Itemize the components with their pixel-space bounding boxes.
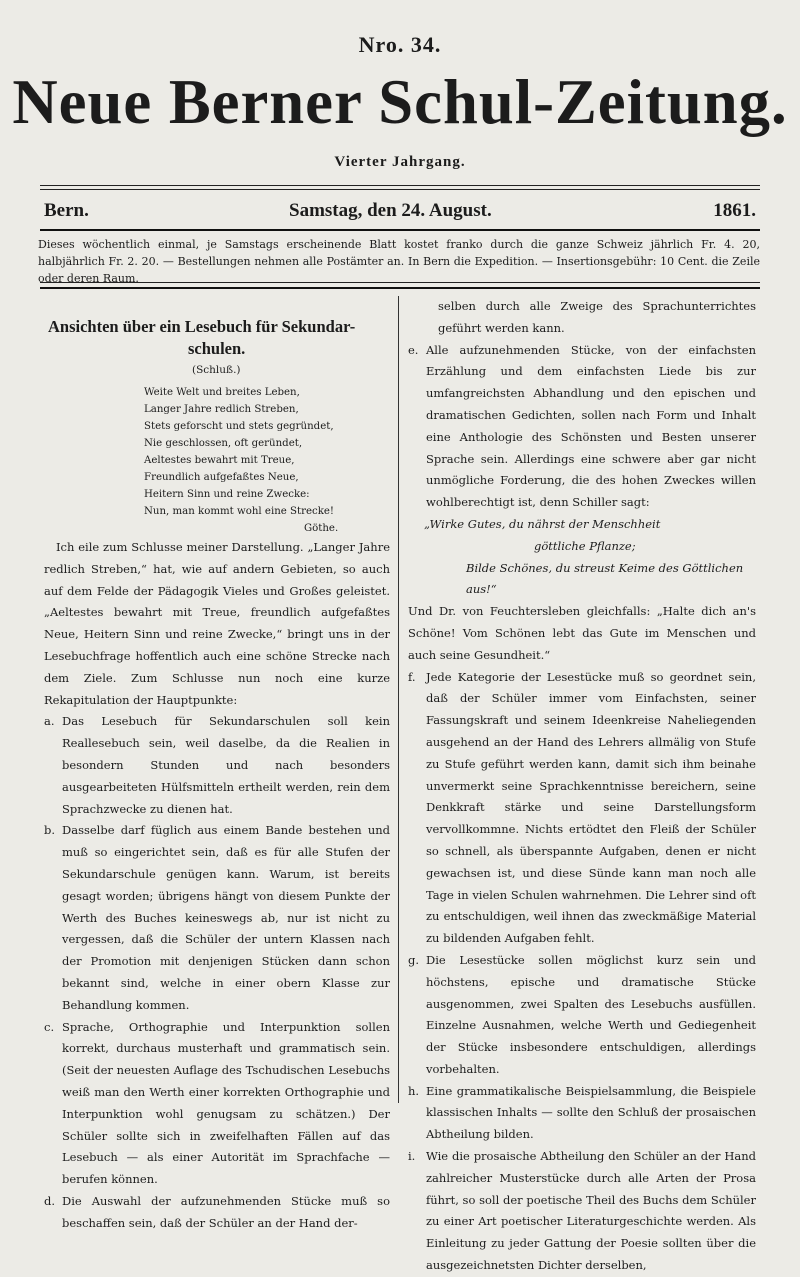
list-item [408, 1081, 756, 1146]
poem-line: Aeltestes bewahrt mit Treue, [144, 455, 295, 466]
masthead-title: Neue Berner Schul-Zeitung. [12, 66, 788, 137]
quote-line: göttliche Pflanze; [534, 538, 636, 553]
continued-text: selben durch alle Zweige des Sprachunterrichtes geführt werden kann. [438, 299, 756, 335]
quote-line: „Wirke Gutes, du nährst der Menschheit [424, 516, 661, 531]
list-item [408, 667, 756, 950]
item-text: Jede Kategorie der Lesestücke muß so geordnet sein, daß der Schüler immer vom Einfachsten, seiner Fassungskraft und seinem Ideenkreise Naheliegenden ausgehend an der Hand des Lehrers allmälig von Stufe zu Stufe geführt werden kann, damit sich ihm beinahe unvermerkt seine Sprachkenntnisse bereichern, seine Denkkraft stärke und seine Darstellungsform vervollkommne. Nichts ertödtet den Fleiß der Schüler so schnell, als überspannte Aufgaben, denen er nicht gewachsen ist, und diese Sünde kann man noch alle Tage in vielen Schulen wahrnehmen. Die Lehrer sind oft zu entschuldigen, weil ihnen das zweckmäßige Material zu bildenden Aufgaben fehlt. [426, 669, 756, 946]
subscription-notice: Dieses wöchentlich einmal, je Samstags erscheinende Blatt kostet franko durch die ganze Schweiz jährlich Fr. 4. 20, halbjährlich Fr. 2. 20. — Bestellungen nehmen alle Postämter an. In Bern die Expedition. — Insertionsgebühr: 10 Cent. die Zeile oder deren Raum. [38, 238, 760, 285]
list-item [44, 820, 390, 1016]
poem-line: Heitern Sinn und reine Zwecke: [144, 489, 310, 500]
list-item [408, 340, 756, 514]
poem-line: Weite Welt und breites Leben, [144, 387, 300, 398]
feuchtersleben-quote: Und Dr. von Feuchtersleben gleichfalls: „Halte dich an's Schöne! Vom Schönen lebt das Gute im Menschen und auch seine Gesundheit.“ [408, 604, 756, 662]
intro-paragraph: Ich eile zum Schlusse meiner Darstellung. „Langer Jahre redlich Streben,“ hat, wie auf andern Gebieten, so auch auf dem Felde der Pädagogik Vieles und Großes geleistet. „Aeltestes bewahrt mit Treue, freundlich aufgefaßtes Neue, Heitern Sinn und reine Zwecke,“ bringt uns in der Lesebuchfrage hoffentlich auch eine schöne Strecke nach dem Ziele. Zum Schlusse nun noch eine kurze Rekapitulation der Hauptpunkte: [44, 540, 390, 707]
item-label: f. [408, 669, 416, 684]
list-item [408, 950, 756, 1081]
poem-line: Freundlich aufgefaßtes Neue, [144, 472, 299, 483]
dateline-rule [40, 229, 760, 231]
column-divider [398, 296, 399, 1103]
header-rule-top [40, 185, 760, 186]
item-label: g. [408, 952, 420, 967]
article-headline [44, 316, 390, 360]
item-label: b. [44, 823, 56, 838]
issue-date: Samstag, den 24. August. [289, 200, 492, 221]
item-text: Eine grammatikalische Beispielsammlung, die Beispiele klassischen Inhalts — sollte den Schluß der prosaischen Abtheilung bilden. [426, 1083, 756, 1142]
list-item [408, 1146, 756, 1277]
poem-line: Langer Jahre redlich Streben, [144, 404, 299, 415]
schiller-quote-1 [408, 514, 756, 558]
item-text: Alle aufzunehmenden Stücke, von der einfachsten Erzählung und dem einfachsten Liede bis zur umfangreichsten Abhandlung und den epischen und dramatischen Gedichten, sollen nach Form und Inhalt eine Anthologie des Schönsten und Besten unserer Sprache sein. Allerdings eine schwere aber gar nicht unmögliche Forderung, die des hohen Zweckes willen wohlberechtigt ist, denn Schiller sagt: [426, 342, 756, 510]
place: Bern. [44, 200, 89, 221]
epigraph-poem [44, 384, 390, 537]
poem-line: Stets geforscht und stets gegründet, [144, 421, 334, 432]
item-text: Wie die prosaische Abtheilung den Schüler an der Hand zahlreicher Musterstücke durch alle Arten der Prosa führt, so soll der poetische Theil des Buchs dem Schüler zu einer Art poetischer Literaturgeschichte werden. Als Einleitung zu jeder Gattung der Poesie sollten über die ausgezeichnetsten Dichter derselben, [426, 1149, 756, 1273]
volume-subtitle: Vierter Jahrgang. [334, 154, 466, 170]
header-rule-top-2 [40, 189, 760, 190]
poem-line: Nie geschlossen, oft geründet, [144, 438, 303, 449]
list-item [44, 1191, 390, 1235]
headline-line-1: Ansichten über ein Lesebuch für Sekundar- [48, 317, 356, 336]
quote-line: Bilde Schönes, du streust Keime des Göttlichen aus!“ [466, 560, 744, 597]
item-text: Die Auswahl der aufzunehmenden Stücke muß so beschaffen sein, daß der Schüler an der Hand der- [62, 1193, 390, 1230]
item-label: i. [408, 1149, 416, 1164]
item-text: Das Lesebuch für Sekundarschulen soll kein Reallesebuch sein, weil daselbe, da die Realien in besondern Stunden und nach besonders ausgearbeiteten Hülfsmitteln ertheilt werden, rein dem Sprachzwecke zu dienen hat. [62, 714, 390, 816]
headline-line-2: schulen. [188, 339, 246, 358]
issue-year: 1861. [713, 200, 756, 221]
item-text: Die Lesestücke sollen möglichst kurz sein und höchstens, epische und dramatische Stücke ausgenommen, zwei Spalten des Lesebuchs ausfüllen. Einzelne Ausnahmen, welche Werth und Gediegenheit der Stücke insbesondere entschuldigen, allerdings vorbehalten. [426, 952, 756, 1076]
notice-rule [40, 282, 760, 283]
item-text: Sprache, Orthographie und Interpunktion sollen korrekt, durchaus musterhaft und grammatisch sein. (Seit der neuesten Auflage des Tschudischen Lesebuchs weiß man den Werth einer korrekten Orthographie und Interpunktion wohl genugsam zu schätzen.) Der Schüler sollte sich in zweifelhaften Fällen auf das Lesebuch — als einer Autorität im Sprachfache — berufen können. [62, 1019, 390, 1187]
schiller-quote-2 [408, 558, 756, 602]
item-label: e. [408, 342, 419, 357]
article-part-note: (Schluß.) [192, 364, 241, 376]
issue-number: Nro. 34. [358, 32, 442, 57]
notice-rule-2 [40, 287, 760, 289]
item-label: h. [408, 1083, 420, 1098]
list-item [44, 1017, 390, 1191]
poem-author: Göthe. [304, 523, 339, 534]
item-label: a. [44, 714, 55, 729]
list-item [44, 711, 390, 820]
right-column [408, 296, 756, 1277]
item-label: c. [44, 1019, 55, 1034]
item-label: d. [44, 1193, 56, 1208]
poem-line: Nun, man kommt wohl eine Strecke! [144, 506, 335, 517]
item-text: Dasselbe darf füglich aus einem Bande bestehen und muß so eingerichtet sein, daß es für alle Stufen der Sekundarschule genügen kann. Warum, ist bereits gesagt worden; übrigens hängt von diesem Punkte der Werth des Buches keineswegs ab, nur ist nicht zu vergessen, daß die Schüler der untern Klassen nach der Promotion mit denjenigen Stücken dann schon bekannt sind, welche in einer obern Klasse zur Behandlung kommen. [62, 823, 390, 1012]
left-column [44, 296, 390, 1235]
